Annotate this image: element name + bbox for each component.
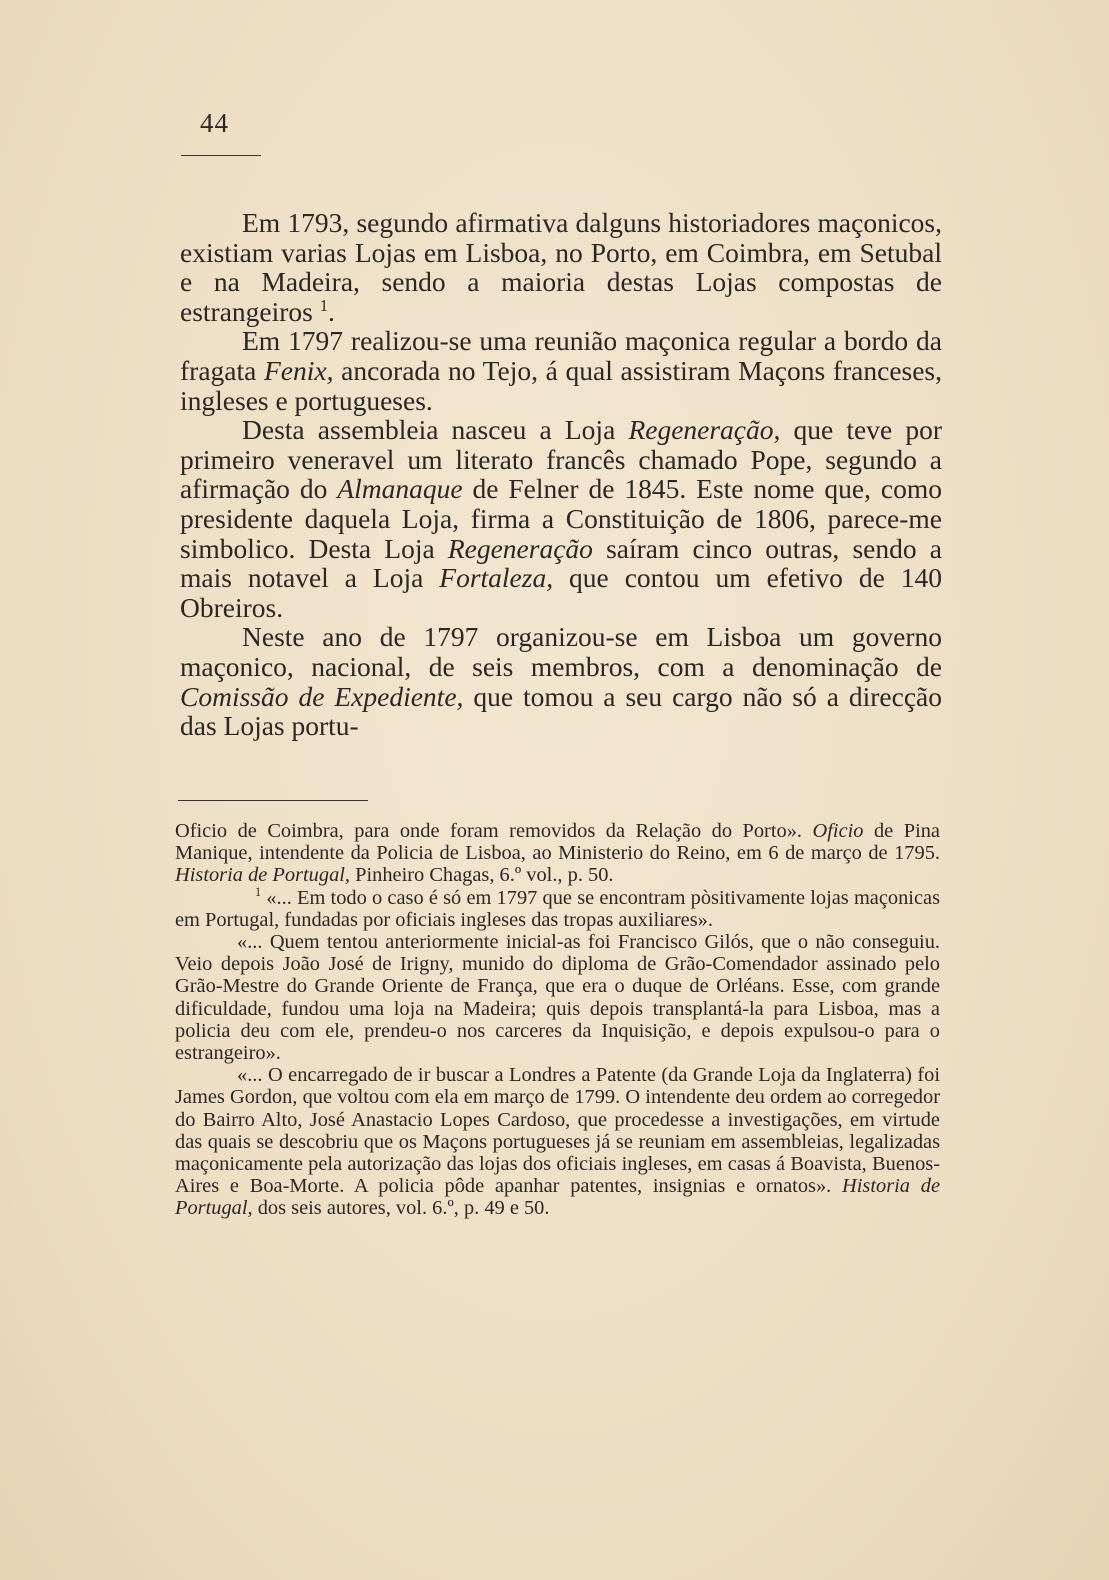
footnotes	[175, 820, 940, 1220]
italic-term: Fortaleza,	[439, 562, 554, 594]
paragraph: Neste ano de 1797 organizou-se em Lisboa um governo maçonico, nacional, de seis membros, com a denominação de Comissão de Expediente, que tomou a seu cargo não só a direcção das Lojas portu-	[180, 621, 942, 742]
paragraph: Em 1793, segundo afirmativa dalguns historiadores maçonicos, existiam varias Lojas em Lisboa, no Porto, em Coimbra, em Setubal e na Madeira, sendo a maioria destas Lojas compostas de estrangeiros $^1$.	[180, 207, 942, 327]
italic-term: Comissão de Expediente,	[180, 680, 464, 712]
italic-term: Fenix,	[263, 354, 334, 386]
footnote-paragraph: «... O encarregado de ir buscar a Londres a Patente (da Grande Loja da Inglaterra) foi James Gordon, que voltou com ela em março de 1799. O intendente deu ordem ao corregedor do Bairro Alto, José Anastacio Lopes Cardoso, que procedesse a investigações, em virtude das quais se descobriu que os Maçons portugueses já se reuniam em assembleias, legalizadas maçonicamente pela autorização das lojas dos oficiais ingleses, em casas á Boavista, Buenos-Aires e Boa-Morte. A policia pôde apanhar patentes, insignias e ornatos». Historia de Portugal, dos seis autores, vol. 6.º, p. 49 e 50.	[175, 1064, 940, 1220]
footnote-paragraph: «... Quem tentou anteriormente inicial-as foi Francisco Gilós, que o não conseguiu. Veio depois João José de Irigny, munido do diploma de Grão-Comendador assinado pelo Grão-Mestre do Grande Oriente de França, que era o duque de Orléans. Esse, com grande dificuldade, fundou uma loja na Madeira; quis depois transplantá-la para Lisboa, mas a policia deu com ele, prendeu-o nos carceres da Inquisição, e depois expulsou-o para o estrangeiro».	[175, 931, 940, 1065]
page-number: 44	[200, 108, 229, 138]
paragraph: Em 1797 realizou-se uma reunião maçonica regular a bordo da fragata Fenix, ancorada no Tejo, á qual assistiram Maçons franceses, ingleses e portugueses.	[180, 325, 943, 416]
main-text	[180, 208, 942, 741]
header-rule	[181, 155, 261, 156]
footnote-1: $^1$ «... Em todo o caso é só em 1797 que se encontram pòsitivamente lojas maçonicas em Portugal, fundadas por oficiais ingleses das tropas auxiliares».	[175, 884, 940, 931]
footnote-ref[interactable]: 1	[319, 295, 328, 315]
footnote-continuation: Oficio de Coimbra, para onde foram removidos da Relação do Porto». Oficio de Pina Manique, intendente da Policia de Lisboa, ao Ministerio do Reino, em 6 de março de 1795. Historia de Portugal, Pinheiro Chagas, 6.º vol., p. 50.	[175, 820, 940, 887]
footnote-marker: 1	[255, 884, 262, 899]
italic-term: Almanaque	[337, 473, 463, 505]
footnote-rule	[178, 800, 368, 801]
italic-term: Regeneração,	[628, 414, 781, 446]
italic-term: Regeneração	[447, 532, 593, 564]
paragraph: Desta assembleia nasceu a Loja Regeneração, que teve por primeiro veneravel um literato francês chamado Pope, segundo a afirmação do Almanaque de Felner de 1845. Este nome que, como presidente daquela Loja, firma a Constituição de 1806, parece-me simbolico. Desta Loja Regeneração saíram cinco outras, sendo a mais notavel a Loja Fortaleza, que contou um efetivo de 140 Obreiros.	[180, 414, 943, 623]
